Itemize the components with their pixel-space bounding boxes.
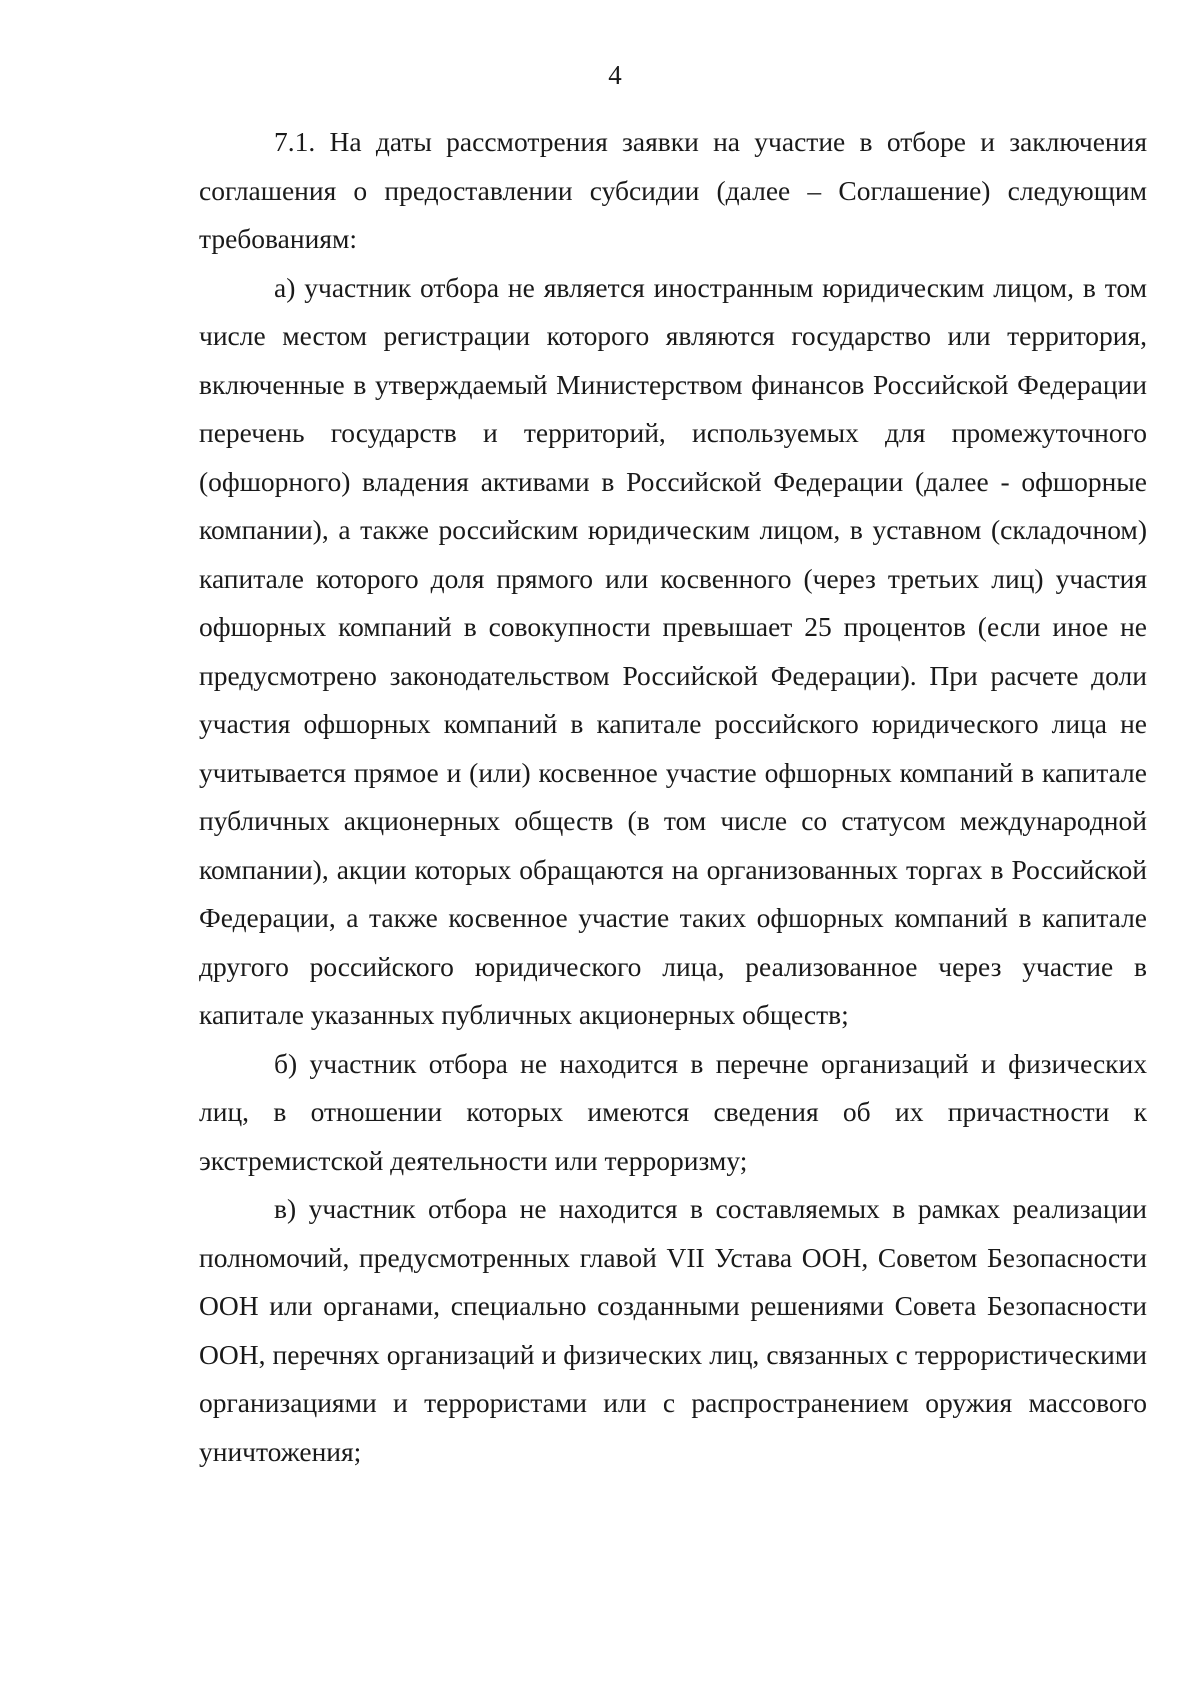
document-body [199,118,1147,1476]
paragraph-v: в) участник отбора не находится в составляемых в рамках реализации полномочий, предусмотренных главой VII Устава ООН, Советом Безопасности ООН или органами, специально созданными решениями Совета Безопасности ООН, перечнях организаций и физических лиц, связанных с террористическими организациями и террористами или с распространением оружия массового уничтожения; [199,1193,1147,1467]
paragraph-7-1: 7.1. На даты рассмотрения заявки на участие в отборе и заключения соглашения о предоставлении субсидии (далее – Соглашение) следующим требованиям: [199,126,1147,254]
page-number: 4 [608,60,622,90]
paragraph-a: а) участник отбора не является иностранным юридическим лицом, в том числе местом регистрации которого являются государство или территория, включенные в утверждаемый Министерством финансов Российской Федерации перечень государств и территорий, используемых для промежуточного (офшорного) владения активами в Российской Федерации (далее - офшорные компании), а также российским юридическим лицом, в уставном (складочном) капитале которого доля прямого или косвенного (через третьих лиц) участия офшорных компаний в совокупности превышает 25 процентов (если иное не предусмотрено законодательством Российской Федерации). При расчете доли участия офшорных компаний в капитале российского юридического лица не учитывается прямое и (или) косвенное участие офшорных компаний в капитале публичных акционерных обществ (в том числе со статусом международной компании), акции которых обращаются на организованных торгах в Российской Федерации, а также косвенное участие таких офшорных компаний в капитале другого российского юридического лица, реализованное через участие в капитале указанных публичных акционерных обществ; [199,271,1147,1030]
paragraph-b: б) участник отбора не находится в перечне организаций и физических лиц, в отношении которых имеются сведения об их причастности к экстремистской деятельности или терроризму; [199,1047,1147,1176]
